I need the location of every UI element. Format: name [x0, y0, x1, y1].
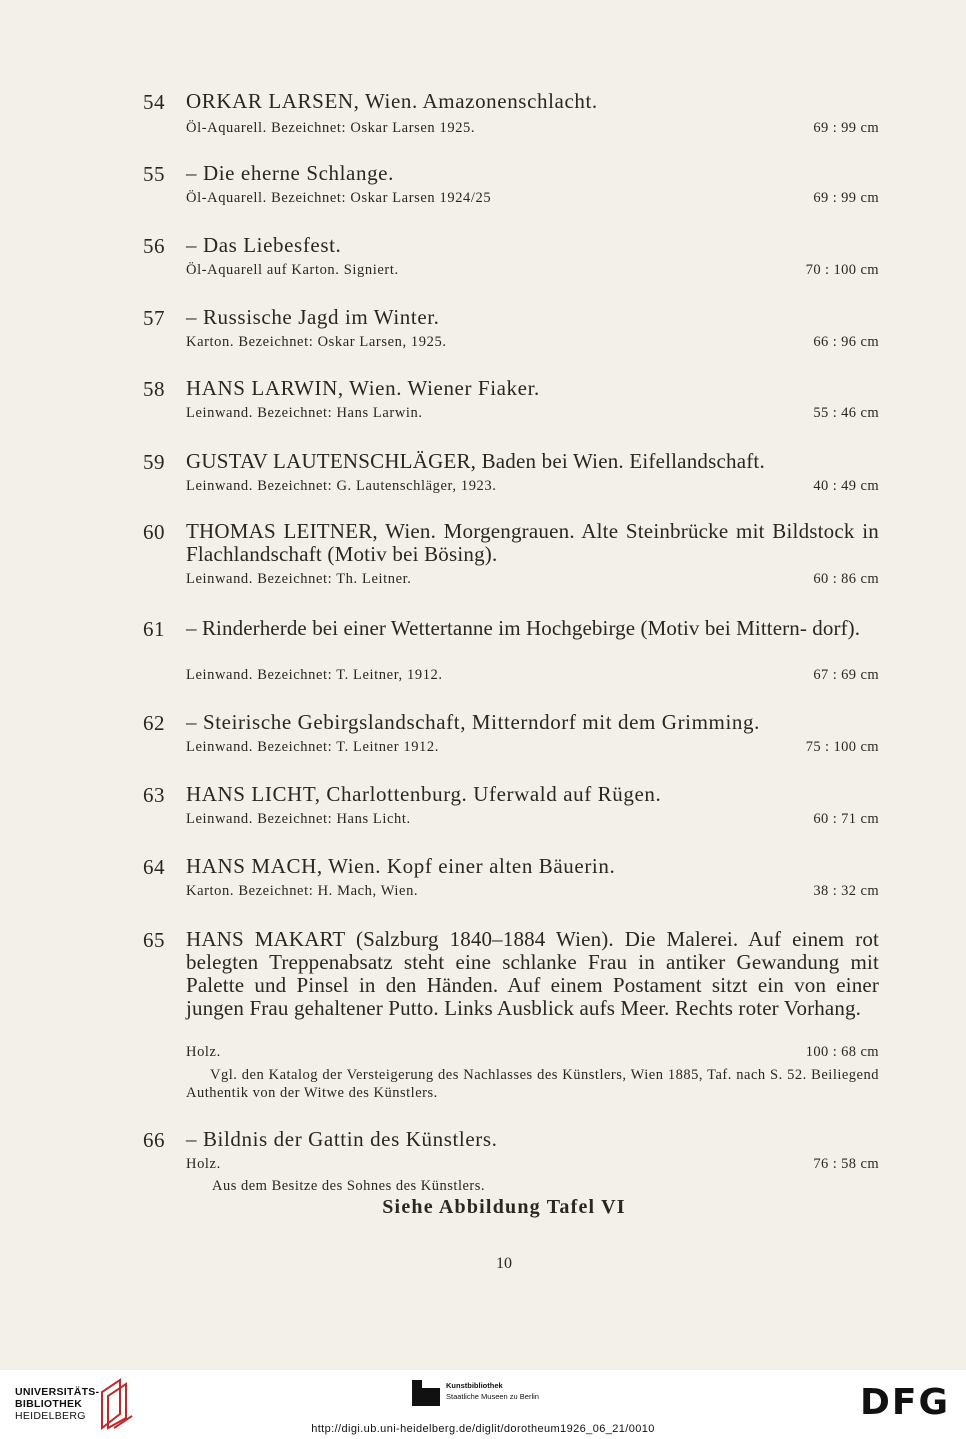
lot-description: Leinwand. Bezeichnet: Hans Larwin.: [186, 405, 423, 421]
library-line: UNIVERSITÄTS-: [15, 1386, 100, 1398]
kunstbibliothek-text: [446, 1380, 539, 1402]
lot-dimensions: 69 : 99 cm: [813, 190, 879, 206]
lot-dimensions: 55 : 46 cm: [813, 405, 879, 421]
lot-number: 64: [143, 855, 165, 879]
lot-number: 65: [143, 928, 165, 952]
lot-number: 66: [143, 1128, 165, 1152]
lot-number: 63: [143, 783, 165, 807]
kb-name: Kunstbibliothek: [446, 1381, 503, 1390]
lot-dimensions: 100 : 68 cm: [805, 1044, 879, 1060]
lot-dimensions: 60 : 71 cm: [813, 811, 879, 827]
lot-dimensions: 67 : 69 cm: [813, 667, 879, 683]
lot-dimensions: 76 : 58 cm: [813, 1156, 879, 1172]
source-url[interactable]: http://digi.ub.uni-heidelberg.de/diglit/dorotheum1926_06_21/0010: [311, 1423, 655, 1435]
lot-number: 62: [143, 711, 165, 735]
ub-heidelberg-logo-text[interactable]: [15, 1386, 99, 1422]
lot-description: Leinwand. Bezeichnet: Th. Leitner.: [186, 571, 412, 587]
lot-number: 58: [143, 377, 165, 401]
lot-number: 55: [143, 162, 165, 186]
lot-description: Öl-Aquarell. Bezeichnet: Oskar Larsen 1924/25: [186, 190, 492, 206]
lot-note: Vgl. den Katalog der Versteigerung des Nachlasses des Künstlers, Wien 1885, Taf. nach S. 52. Beiliegend Authentik von der Witwe des Künstlers.: [186, 1067, 879, 1101]
lot-title: – Russische Jagd im Winter.: [186, 305, 440, 329]
lot-description: Leinwand. Bezeichnet: T. Leitner 1912.: [186, 739, 439, 755]
lot-dimensions: 69 : 99 cm: [813, 120, 879, 136]
lot-title: HANS MACH, Wien. Kopf einer alten Bäuerin.: [186, 854, 616, 878]
lot-title: GUSTAV LAUTENSCHLÄGER, Baden bei Wien. Eifellandschaft.: [186, 449, 765, 473]
lot-title: ORKAR LARSEN, Wien. Amazonenschlacht.: [186, 89, 598, 113]
lot-title: – Das Liebesfest.: [186, 233, 342, 257]
lot-number: 60: [143, 520, 165, 544]
lot-title: HANS LARWIN, Wien. Wiener Fiaker.: [186, 376, 540, 400]
library-line: HEIDELBERG: [15, 1410, 86, 1422]
lot-title: – Rinderherde bei einer Wettertanne im Hochgebirge (Motiv bei Mittern- dorf).: [186, 616, 861, 640]
lot-description: Leinwand. Bezeichnet: G. Lautenschläger, 1923.: [186, 478, 497, 494]
lot-dimensions: 60 : 86 cm: [813, 571, 879, 587]
lot-description: Leinwand. Bezeichnet: T. Leitner, 1912.: [186, 667, 443, 683]
kunstbibliothek-logo-icon: [412, 1380, 440, 1406]
lot-description: Holz.: [186, 1044, 221, 1060]
lot-title: – Bildnis der Gattin des Künstlers.: [186, 1127, 498, 1151]
page-number: 10: [496, 1255, 512, 1272]
lot-dimensions: 66 : 96 cm: [813, 334, 879, 350]
dfg-logo[interactable]: DFG: [859, 1382, 950, 1423]
lot-provenance: Aus dem Besitze des Sohnes des Künstlers.: [212, 1178, 486, 1194]
lot-description: Karton. Bezeichnet: Oskar Larsen, 1925.: [186, 334, 447, 350]
lot-title: THOMAS LEITNER, Wien. Morgengrauen. Alte Steinbrücke mit Bildstock in Flachlandschaft (Motiv bei Bösing).: [186, 519, 879, 566]
kb-subtitle: Staatliche Museen zu Berlin: [446, 1392, 539, 1401]
lot-number: 57: [143, 306, 165, 330]
lot-description: Leinwand. Bezeichnet: Hans Licht.: [186, 811, 411, 827]
lot-dimensions: 70 : 100 cm: [805, 262, 879, 278]
lot-dimensions: 40 : 49 cm: [813, 478, 879, 494]
plate-reference: Siehe Abbildung Tafel VI: [382, 1196, 626, 1218]
lot-title: – Steirische Gebirgslandschaft, Mitterndorf mit dem Grimming.: [186, 710, 760, 734]
lot-number: 61: [143, 617, 165, 641]
lot-description: Holz.: [186, 1156, 221, 1172]
lot-number: 59: [143, 450, 165, 474]
lot-title: HANS LICHT, Charlottenburg. Uferwald auf Rügen.: [186, 782, 662, 806]
library-line: BIBLIOTHEK: [15, 1398, 83, 1410]
lot-number: 56: [143, 234, 165, 258]
lot-title: HANS MAKART (Salzburg 1840–1884 Wien). Die Malerei. Auf einem rot belegten Treppenabsatz steht eine schlanke Frau in antiker Gewandung mit Palette und Pinsel in den Händen. Auf einem Postament sitzt ein von einer jungen Frau gehaltener Putto. Links Ausblick aufs Meer. Rechts roter Vorhang.: [186, 927, 879, 1020]
lot-number: 54: [143, 90, 165, 114]
lot-dimensions: 75 : 100 cm: [805, 739, 879, 755]
lot-description: Öl-Aquarell auf Karton. Signiert.: [186, 262, 399, 278]
lot-dimensions: 38 : 32 cm: [813, 883, 879, 899]
footer-bar: [0, 1370, 966, 1439]
lot-description: Öl-Aquarell. Bezeichnet: Oskar Larsen 1925.: [186, 120, 476, 136]
lot-description: Karton. Bezeichnet: H. Mach, Wien.: [186, 883, 419, 899]
lot-title: – Die eherne Schlange.: [186, 161, 394, 185]
